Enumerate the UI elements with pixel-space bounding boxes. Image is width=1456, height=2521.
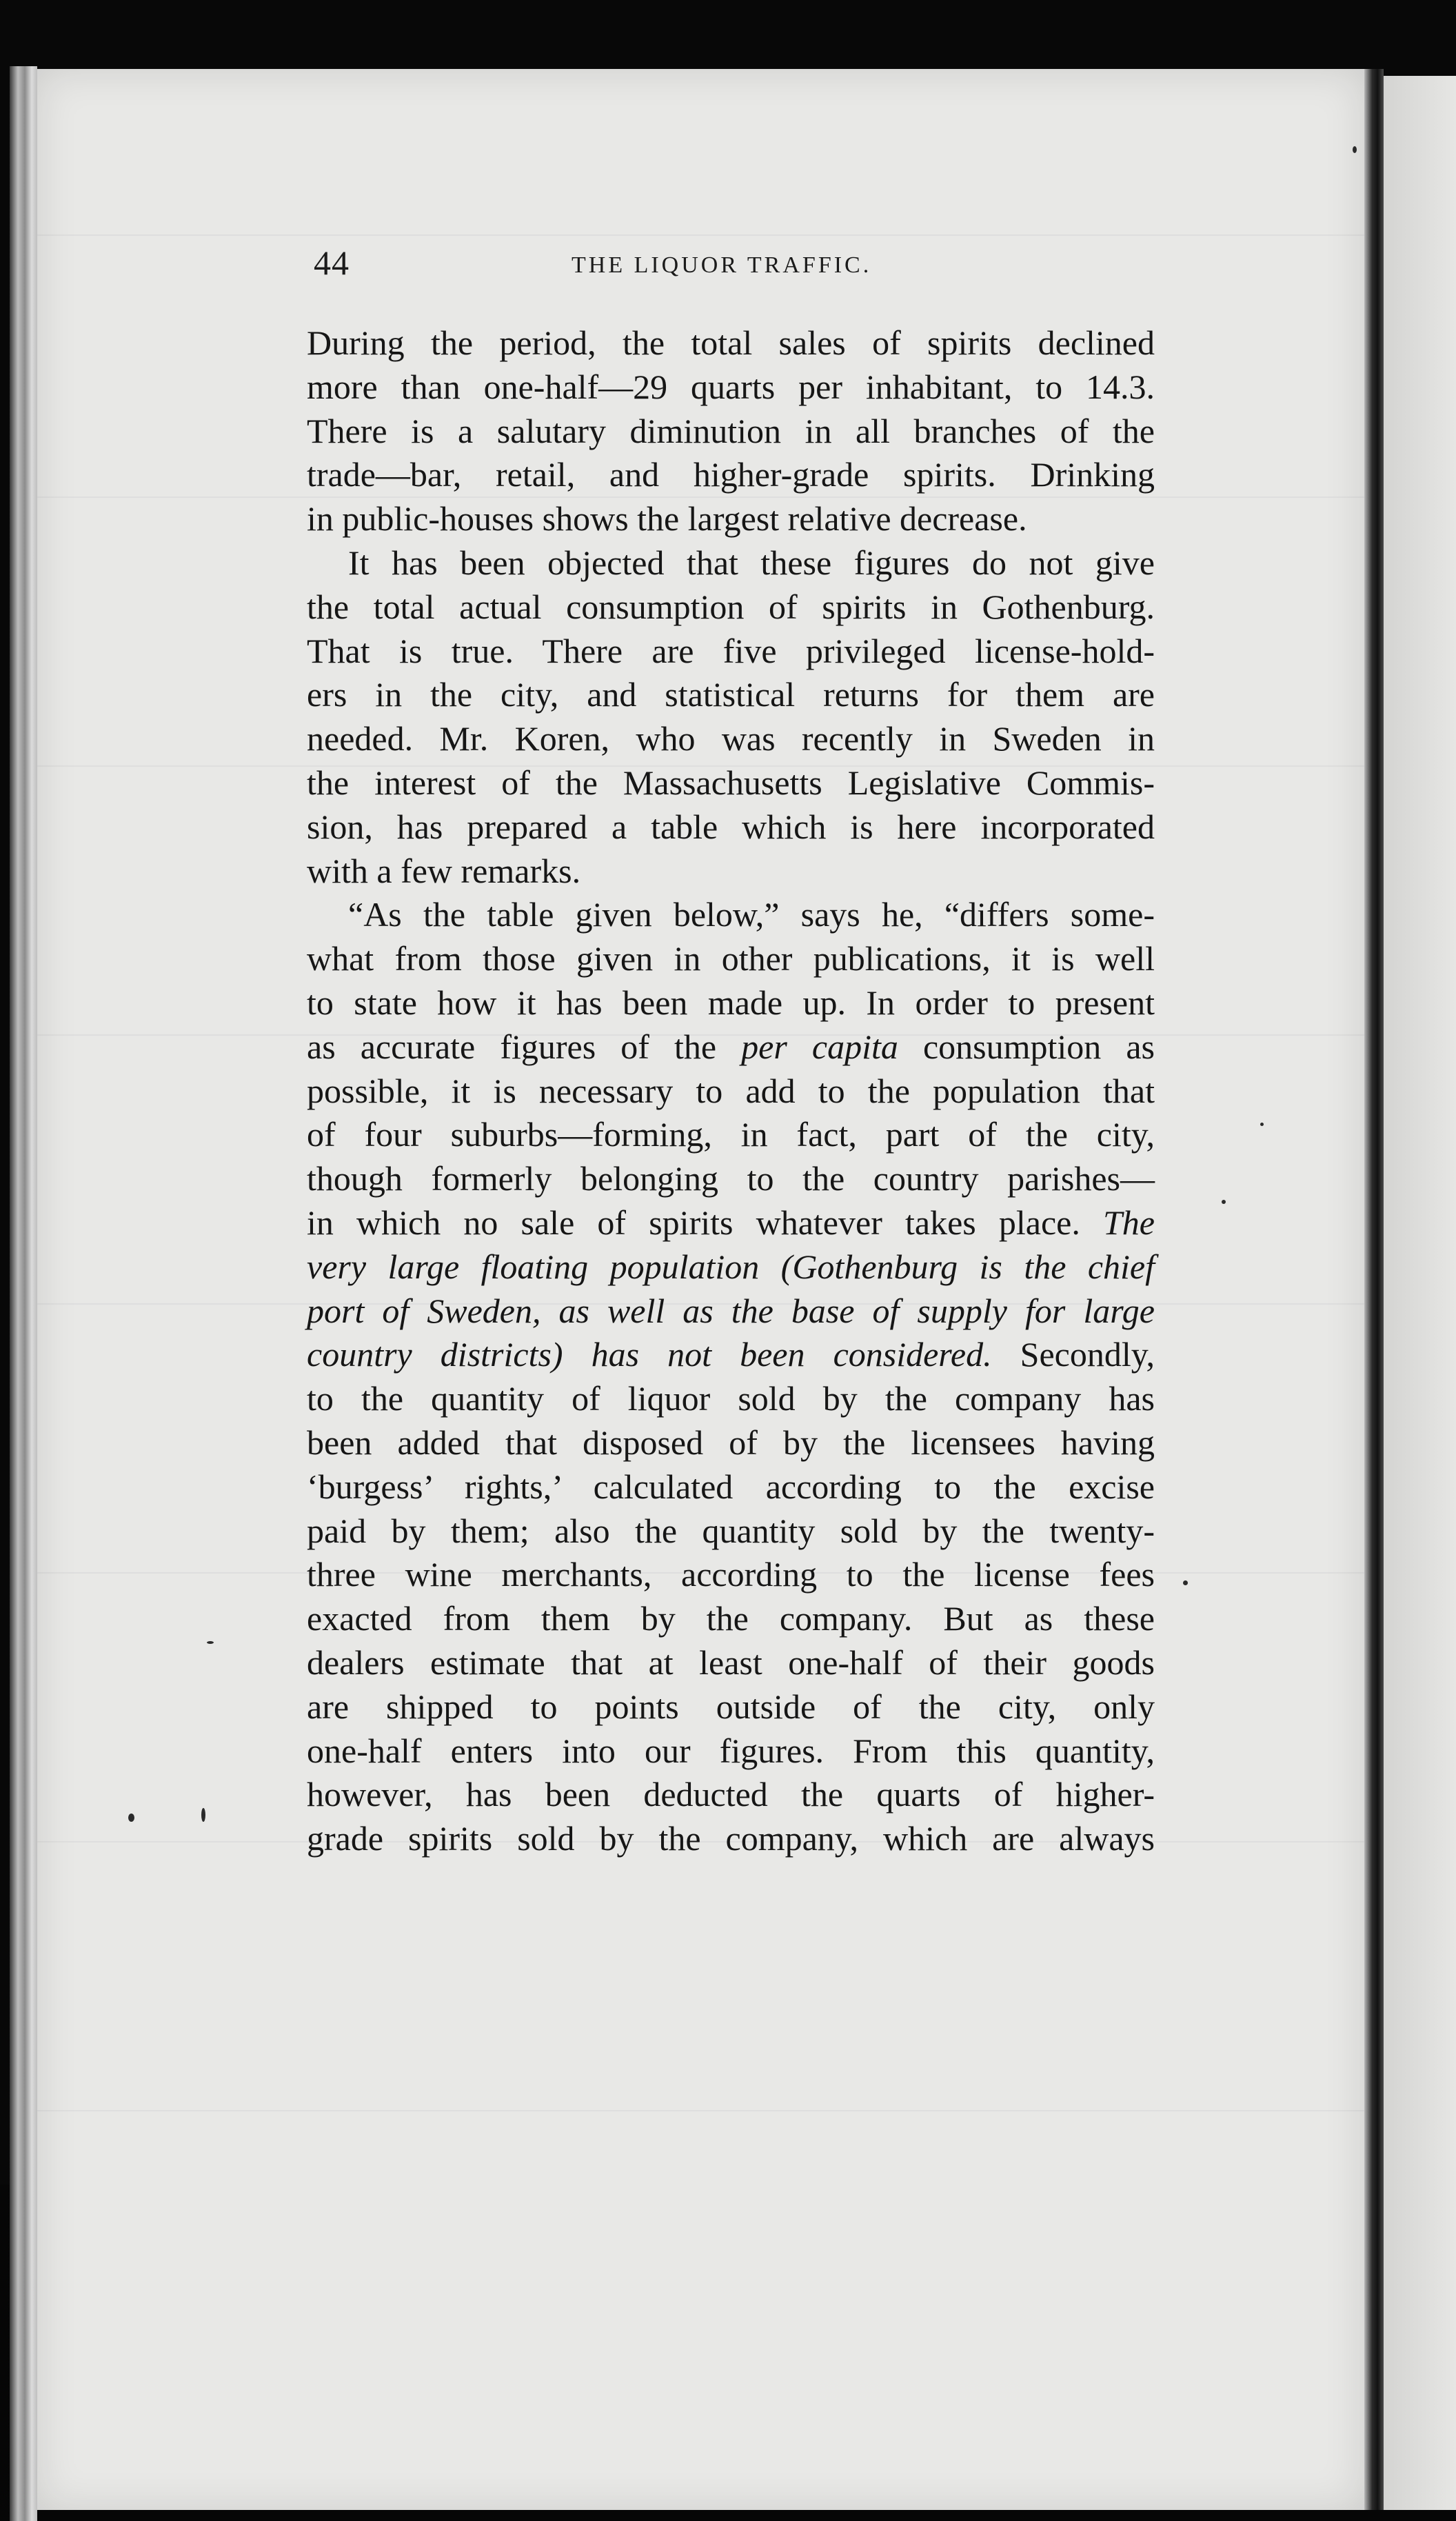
text-segment: been added that disposed of by the licensees having — [307, 1423, 1155, 1462]
text-segment: paid by them; also the quantity sold by the twenty- — [307, 1511, 1155, 1550]
text-segment: the interest of the Massachusetts Legislative Commis- — [307, 763, 1155, 802]
text-segment: as accurate figures of the — [307, 1027, 742, 1066]
text-line — [307, 410, 1155, 454]
text-line — [307, 1201, 1155, 1245]
text-segment: of four suburbs—forming, in fact, part of the city, — [307, 1115, 1155, 1154]
text-segment: grade spirits sold by the company, which are always — [307, 1819, 1155, 1858]
text-line — [307, 1377, 1155, 1421]
text-line — [307, 1553, 1155, 1597]
text-line — [307, 1333, 1155, 1377]
text-segment: in which no sale of spirits whatever takes place. — [307, 1203, 1103, 1242]
scan-speck — [1183, 1580, 1188, 1585]
text-segment: though formerly belonging to the country parishes— — [307, 1159, 1155, 1198]
text-line — [307, 1289, 1155, 1334]
text-line — [307, 1817, 1155, 1861]
text-line — [307, 1597, 1155, 1641]
text-line — [307, 1641, 1155, 1685]
text-segment: It has been objected that these figures do not give — [348, 543, 1155, 582]
text-segment: what from those given in other publications, it is well — [307, 939, 1155, 978]
text-line — [307, 1025, 1155, 1069]
text-segment: very large floating population (Gothenburg is the chief — [307, 1247, 1155, 1286]
text-segment: more than one-half—29 quarts per inhabitant, to 14.3. — [307, 367, 1155, 406]
text-segment: one-half enters into our figures. From this quantity, — [307, 1731, 1155, 1770]
text-segment: needed. Mr. Koren, who was recently in Sweden in — [307, 719, 1155, 759]
text-segment: dealers estimate that at least one-half of their goods — [307, 1643, 1155, 1682]
text-segment: to state how it has been made up. In order to present — [307, 983, 1155, 1022]
text-segment: The — [1103, 1203, 1155, 1242]
text-line — [307, 805, 1155, 850]
text-line — [307, 1465, 1155, 1509]
text-segment: During the period, the total sales of spirits declined — [307, 323, 1155, 362]
text-line — [307, 937, 1155, 981]
page-ruling — [37, 234, 1364, 236]
scan-speck — [128, 1814, 134, 1822]
scan-speck — [1353, 146, 1357, 153]
text-line — [307, 893, 1155, 937]
text-line — [307, 630, 1155, 674]
text-line — [307, 321, 1155, 365]
page-edge-stack — [10, 66, 37, 2521]
text-segment: to the quantity of liquor sold by the company has — [307, 1379, 1155, 1418]
text-line — [307, 1773, 1155, 1817]
text-line — [307, 541, 1155, 585]
text-line — [307, 497, 1155, 541]
text-segment: in public-houses shows the largest relative decrease. — [307, 499, 1027, 539]
text-segment: sion, has prepared a table which is here incorporated — [307, 807, 1155, 846]
text-segment: consumption as — [898, 1027, 1155, 1066]
text-segment: ‘burgess’ rights,’ calculated according to the excise — [307, 1467, 1155, 1506]
scan-speck — [1260, 1123, 1264, 1126]
text-segment: country districts) has not been considered. — [307, 1335, 992, 1374]
text-line — [307, 850, 1155, 894]
text-segment: per capita — [741, 1027, 898, 1066]
page-number: 44 — [314, 243, 350, 282]
text-line — [307, 1069, 1155, 1114]
text-segment: however, has been deducted the quarts of higher- — [307, 1775, 1155, 1814]
text-segment: There is a salutary diminution in all branches of the — [307, 411, 1155, 450]
text-segment: three wine merchants, according to the license fees — [307, 1555, 1155, 1594]
scan-speck — [207, 1641, 214, 1644]
text-line — [307, 1421, 1155, 1465]
scan-speck — [1222, 1200, 1226, 1204]
text-line — [307, 1729, 1155, 1774]
text-line — [307, 1685, 1155, 1729]
text-line — [307, 1245, 1155, 1289]
scan-speck — [201, 1808, 205, 1822]
text-segment: possible, it is necessary to add to the population that — [307, 1071, 1155, 1110]
text-segment: are shipped to points outside of the city, only — [307, 1687, 1155, 1726]
text-line — [307, 981, 1155, 1025]
body-text — [307, 321, 1155, 1861]
text-line — [307, 717, 1155, 761]
text-line — [307, 761, 1155, 805]
page-ruling — [37, 2110, 1364, 2111]
text-segment: with a few remarks. — [307, 851, 581, 890]
facing-page-edge — [1384, 76, 1456, 2510]
text-segment: trade—bar, retail, and higher-grade spirits. Drinking — [307, 455, 1155, 494]
running-head — [314, 243, 1155, 291]
text-line — [307, 1509, 1155, 1554]
book-gutter — [1364, 69, 1384, 2510]
text-segment: Secondly, — [991, 1335, 1155, 1374]
text-segment: exacted from them by the company. But as these — [307, 1599, 1155, 1638]
text-line — [307, 1157, 1155, 1201]
text-line — [307, 673, 1155, 717]
text-segment: “As the table given below,” says he, “differs some- — [348, 895, 1155, 934]
text-segment: That is true. There are five privileged license-hold- — [307, 631, 1155, 670]
text-line — [307, 585, 1155, 630]
text-segment: the total actual consumption of spirits in Gothenburg. — [307, 587, 1155, 626]
text-segment: ers in the city, and statistical returns for them are — [307, 675, 1155, 714]
text-segment: port of Sweden, as well as the base of supply for large — [307, 1291, 1155, 1330]
text-line — [307, 453, 1155, 497]
running-title: THE LIQUOR TRAFFIC. — [572, 252, 872, 278]
text-line — [307, 365, 1155, 410]
text-line — [307, 1113, 1155, 1157]
